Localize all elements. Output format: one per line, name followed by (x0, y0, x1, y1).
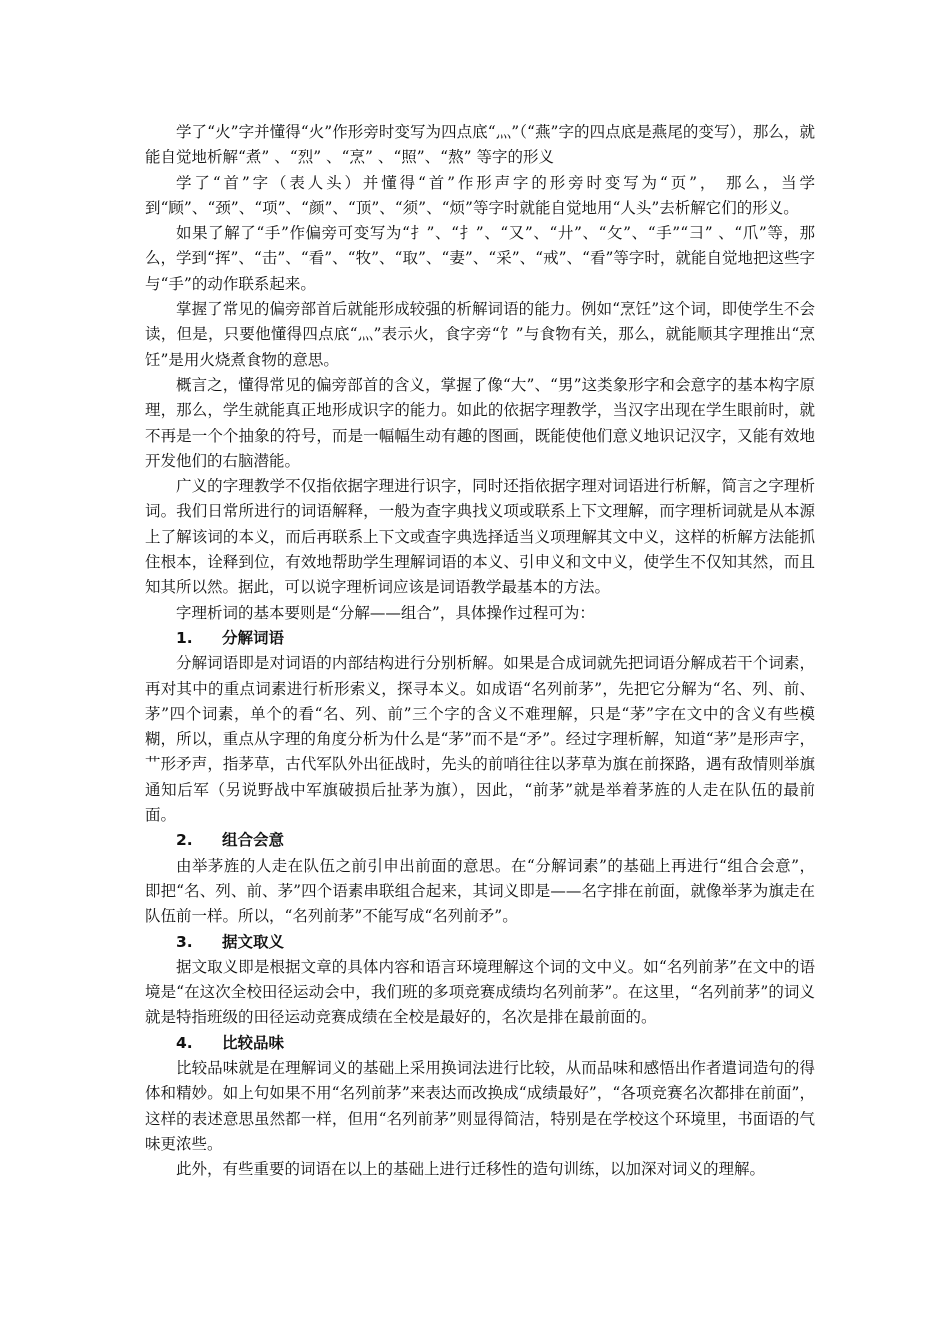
paragraph-closing: 此外，有些重要的词语在以上的基础上进行迁移性的造句训练，以加深对词义的理解。 (176, 1160, 766, 1179)
paragraph-summary: 概言之，懂得常见的偏旁部首的含义，掌握了像“大”、“男”这类象形字和会意字的基本构字原理，那么，学生就能真正地形成识字的能力。如此的依据字理教学，当汉字出现在学生眼前时，就不再是一个个抽象的符号，而是一幅幅生动有趣的图画，既能使他们意义地识记汉字，又能有效地开发他们的右脑潜能。 (145, 375, 815, 470)
document-page (145, 120, 815, 1182)
section-heading-4 (145, 1031, 815, 1056)
section-body-4: 比较品味就是在理解词义的基础上采用换词法进行比较，从而品味和感悟出作者遣词造句的得体和精妙。如上句如果不用“名列前茅”来表达而改换成“成绩最好”，“各项竞赛名次都排在前面”，这样的表述意思虽然都一样，但用“名列前茅”则显得简洁，特别是在学校这个环境里，书面语的气味更浓些。 (145, 1058, 815, 1153)
section-heading-2 (145, 828, 815, 853)
paragraph-fire-radical: 学了“火”字并懂得“火”作形旁时变写为四点底“灬”（“燕”字的四点底是燕尾的变写），那么，就能自觉地析解“煮” 、“烈” 、“烹” 、“照”、“熬” 等字的形义 (145, 123, 815, 167)
paragraph-hand-radical: 如果了解了“手”作偏旁可变写为“扌”、“扌”、“又”、“廾”、“攵”、“手”“彐” 、“爪”等，那么，学到“挥”、“击”、“看”、“牧”、“取”、“妻”、“采”、“戒”、“看”等字时，就能自觉地把这些字与“手”的动作联系起来。 (145, 224, 816, 293)
section-title: 分解词语 (222, 628, 285, 647)
section-number: 1. (176, 628, 193, 647)
section-title: 据文取义 (222, 932, 285, 951)
section-number: 4. (176, 1033, 193, 1052)
section-heading-1 (145, 626, 815, 651)
paragraph-pengren-example: 掌握了常见的偏旁部首后就能形成较强的析解词语的能力。例如“烹饪”这个词，即使学生不会读，但是，只要他懂得四点底“灬”表示火，食字旁“饣”与食物有关，那么，就能顺其字理推出“烹饪”是用火烧煮食物的意思。 (145, 300, 815, 369)
section-number: 3. (176, 932, 193, 951)
section-body-3: 据文取义即是根据文章的具体内容和语言环境理解这个词的文中义。如“名列前茅”在文中的语境是“在这次全校田径运动会中，我们班的多项竞赛成绩均名列前茅”。在这里，“名列前茅”的词义就是特指班级的田径运动竞赛成绩在全校是最好的，名次是排在最前面的。 (145, 957, 815, 1027)
section-heading-3 (145, 930, 815, 955)
paragraph-basic-rule: 字理析词的基本要则是“分解——组合”，具体操作过程可为： (176, 603, 595, 622)
paragraph-head-radical: 学了“首”字（表人头）并懂得“首”作形声字的形旁时变写为“页”， 那么，当学到“顾”、“颈”、“项”、“颜”、“顶”、“须”、“烦”等字时就能自觉地用“人头”去析解它们的形义。 (145, 173, 815, 217)
paragraph-broad-definition: 广义的字理教学不仅指依据字理进行识字，同时还指依据字理对词语进行析解，简言之字理析词。我们日常所进行的词语解释，一般为查字典找义项或联系上下文理解，而字理析词就是从本源上了解该词的本义，而后再联系上下文或查字典选择适当义项理解其文中义，这样的析解方法能抓住根本，诠释到位，有效地帮助学生理解词语的本义、引申义和文中义，使学生不仅知其然，而且知其所以然。据此，可以说字理析词应该是词语教学最基本的方法。 (145, 477, 815, 597)
section-number: 2. (176, 831, 193, 850)
section-title: 组合会意 (222, 831, 285, 850)
section-title: 比较品味 (222, 1033, 285, 1052)
section-body-2: 由举茅旌的人走在队伍之前引申出前面的意思。在“分解词素”的基础上再进行“组合会意”， 即把“名、列、前、茅”四个语素串联组合起来，其词义即是——名字排在前面，就像举茅为旗走在队伍前一样。所以，“名列前茅”不能写成“名列前矛”。 (145, 856, 815, 926)
section-body-1: 分解词语即是对词语的内部结构进行分别析解。如果是合成词就先把词语分解成若干个词素，再对其中的重点词素进行析形索义，探寻本义。如成语“名列前茅”，先把它分解为“名、列、前、茅”四个词素，单个的看“名、列、前”三个字的含义不难理解，只是“茅”字在文中的含义有些模糊，所以，重点从字理的角度分析为什么是“茅”而不是“矛”。经过字理析解，知道“茅”是形声字，艹形矛声，指茅草，古代军队外出征战时，先头的前哨往往以茅草为旗在前探路，遇有敌情则举旗通知后军（另说野战中军旗破损后扯茅为旗），因此，“前茅”就是举着茅旌的人走在队伍的最前面。 (145, 654, 815, 825)
